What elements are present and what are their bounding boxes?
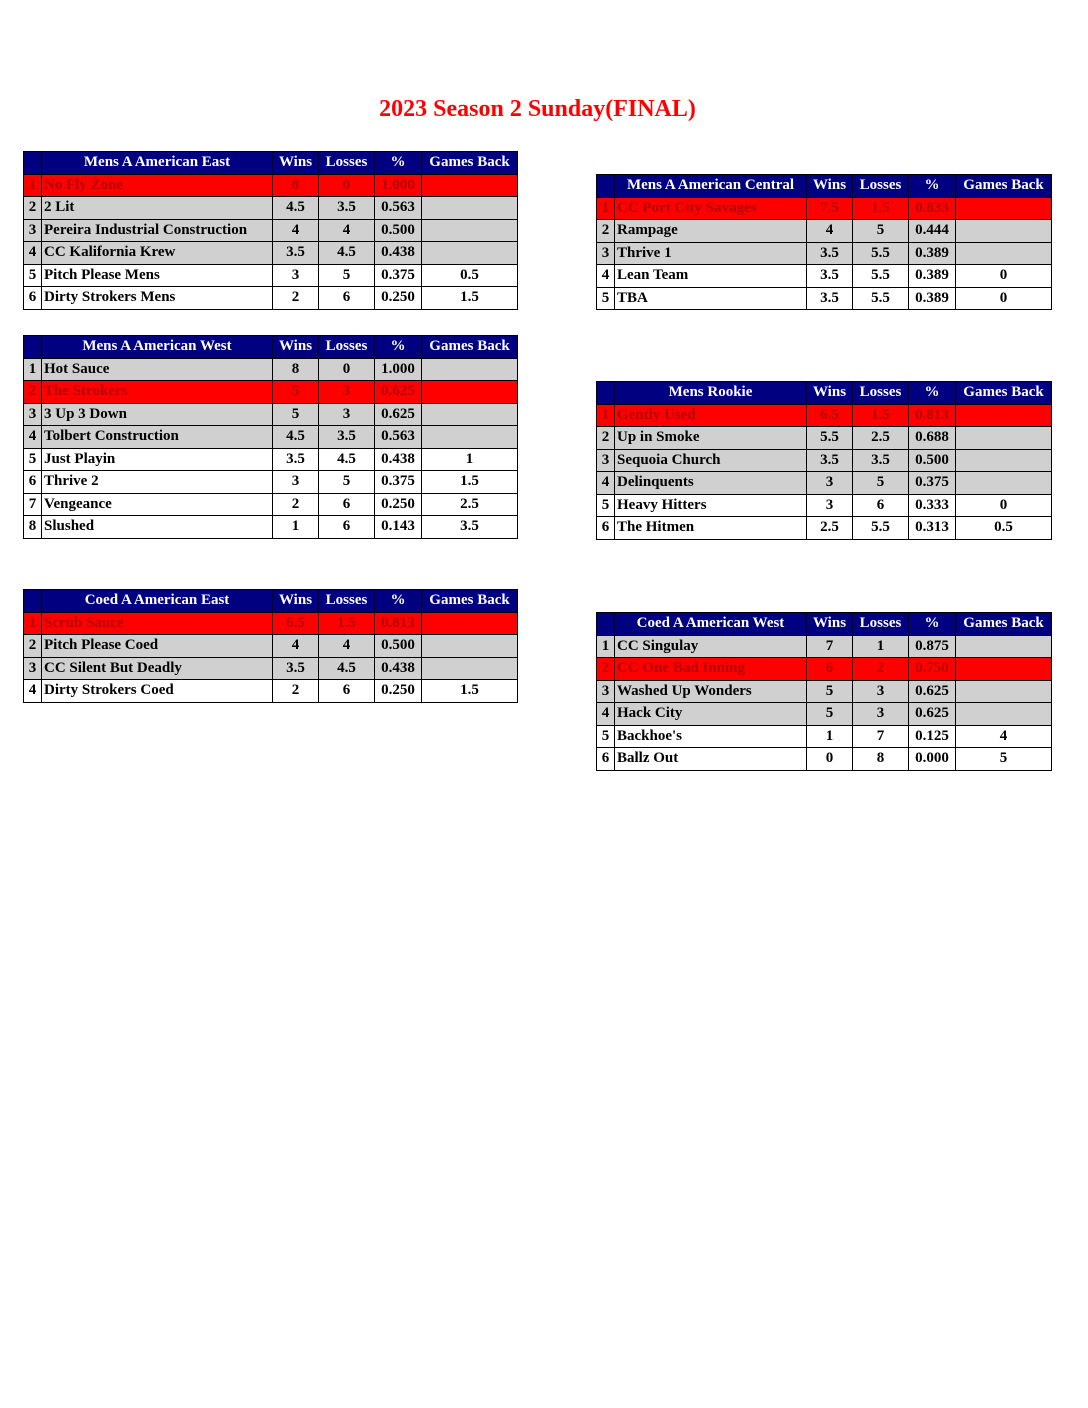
table-row <box>24 448 518 471</box>
wins-cell: 2 <box>273 287 319 310</box>
games-back-cell: 1 <box>422 448 518 471</box>
wins-cell: 4 <box>807 220 853 243</box>
team-name-cell: Dirty Strokers Mens <box>42 287 273 310</box>
games-back-header: Games Back <box>956 613 1052 636</box>
losses-cell: 6 <box>319 680 375 703</box>
pct-cell: 0.389 <box>909 265 956 288</box>
games-back-cell: 0 <box>956 287 1052 310</box>
games-back-cell <box>956 680 1052 703</box>
standings-table-coed-a-american-west <box>596 612 1052 771</box>
division-name: Coed A American East <box>42 590 273 613</box>
wins-cell: 7.5 <box>807 197 853 220</box>
pct-cell: 0.625 <box>375 381 422 404</box>
games-back-header: Games Back <box>422 336 518 359</box>
standings-table-mens-rookie <box>596 381 1052 540</box>
rank-cell: 2 <box>24 381 42 404</box>
team-name-cell: TBA <box>615 287 807 310</box>
standings-table-mens-a-american-central <box>596 174 1052 310</box>
wins-cell: 6.5 <box>273 612 319 635</box>
pct-cell: 0.625 <box>909 703 956 726</box>
table-row <box>597 680 1052 703</box>
rank-cell: 2 <box>597 427 615 450</box>
losses-cell: 5.5 <box>853 517 909 540</box>
table-header-row <box>597 382 1052 405</box>
games-back-cell <box>956 404 1052 427</box>
wins-cell: 5 <box>807 703 853 726</box>
team-name-cell: Tolbert Construction <box>42 426 273 449</box>
standings-table-mens-a-american-east <box>23 151 518 310</box>
wins-cell: 5 <box>273 381 319 404</box>
games-back-cell <box>956 449 1052 472</box>
wins-cell: 8 <box>273 358 319 381</box>
table-header-row <box>597 175 1052 198</box>
wins-cell: 3.5 <box>807 287 853 310</box>
games-back-cell <box>956 242 1052 265</box>
rank-cell: 4 <box>24 242 42 265</box>
team-name-cell: CC Singulay <box>615 635 807 658</box>
team-name-cell: Ballz Out <box>615 748 807 771</box>
division-name: Mens Rookie <box>615 382 807 405</box>
pct-cell: 0.250 <box>375 680 422 703</box>
losses-cell: 5 <box>319 471 375 494</box>
table-row <box>24 358 518 381</box>
losses-header: Losses <box>853 382 909 405</box>
rank-cell: 2 <box>24 635 42 658</box>
losses-cell: 6 <box>319 516 375 539</box>
rank-cell: 3 <box>24 657 42 680</box>
games-back-cell <box>422 403 518 426</box>
wins-cell: 0 <box>807 748 853 771</box>
pct-cell: 0.625 <box>909 680 956 703</box>
team-name-cell: Thrive 1 <box>615 242 807 265</box>
wins-cell: 2.5 <box>807 517 853 540</box>
team-name-cell: Thrive 2 <box>42 471 273 494</box>
team-name-cell: CC Silent But Deadly <box>42 657 273 680</box>
wins-cell: 3.5 <box>273 448 319 471</box>
pct-cell: 0.250 <box>375 493 422 516</box>
losses-cell: 3.5 <box>853 449 909 472</box>
rank-cell: 4 <box>597 472 615 495</box>
games-back-header: Games Back <box>422 152 518 175</box>
team-name-cell: Scrub Sauce <box>42 612 273 635</box>
wins-cell: 4.5 <box>273 426 319 449</box>
rank-cell: 1 <box>24 358 42 381</box>
rank-cell: 7 <box>24 493 42 516</box>
pct-cell: 0.389 <box>909 242 956 265</box>
team-name-cell: 3 Up 3 Down <box>42 403 273 426</box>
games-back-cell <box>422 242 518 265</box>
wins-cell: 3 <box>807 472 853 495</box>
table-row <box>24 612 518 635</box>
table-row <box>597 220 1052 243</box>
pct-cell: 0.833 <box>909 197 956 220</box>
table-row <box>24 381 518 404</box>
losses-cell: 1.5 <box>853 404 909 427</box>
games-back-cell <box>422 426 518 449</box>
pct-cell: 0.563 <box>375 426 422 449</box>
pct-header: % <box>909 382 956 405</box>
table-row <box>24 680 518 703</box>
pct-cell: 0.500 <box>375 635 422 658</box>
pct-cell: 0.500 <box>909 449 956 472</box>
team-name-cell: Hot Sauce <box>42 358 273 381</box>
rank-cell: 3 <box>24 219 42 242</box>
table-row <box>24 197 518 220</box>
rank-header <box>24 590 42 613</box>
rank-cell: 5 <box>24 264 42 287</box>
team-name-cell: Delinquents <box>615 472 807 495</box>
wins-cell: 5 <box>807 680 853 703</box>
pct-cell: 1.000 <box>375 174 422 197</box>
losses-cell: 1 <box>853 635 909 658</box>
team-name-cell: CC Port City Savages <box>615 197 807 220</box>
rank-cell: 6 <box>24 471 42 494</box>
table-header-row <box>24 590 518 613</box>
losses-header: Losses <box>319 590 375 613</box>
wins-cell: 6 <box>807 658 853 681</box>
pct-header: % <box>375 336 422 359</box>
table-row <box>597 242 1052 265</box>
pct-cell: 0.500 <box>375 219 422 242</box>
wins-header: Wins <box>807 382 853 405</box>
wins-cell: 5.5 <box>807 427 853 450</box>
pct-header: % <box>909 613 956 636</box>
wins-cell: 3 <box>273 471 319 494</box>
games-back-cell <box>956 220 1052 243</box>
table-row <box>24 403 518 426</box>
rank-cell: 6 <box>597 748 615 771</box>
wins-cell: 1 <box>273 516 319 539</box>
division-name: Mens A American Central <box>615 175 807 198</box>
losses-cell: 4 <box>319 635 375 658</box>
page-title: 2023 Season 2 Sunday(FINAL) <box>379 96 696 122</box>
losses-cell: 1.5 <box>853 197 909 220</box>
games-back-cell <box>422 635 518 658</box>
rank-cell: 5 <box>597 494 615 517</box>
pct-header: % <box>375 590 422 613</box>
losses-cell: 7 <box>853 725 909 748</box>
pct-header: % <box>909 175 956 198</box>
rank-header <box>24 152 42 175</box>
losses-cell: 0 <box>319 358 375 381</box>
wins-cell: 3 <box>807 494 853 517</box>
losses-cell: 3 <box>853 703 909 726</box>
table-row <box>24 264 518 287</box>
losses-cell: 6 <box>853 494 909 517</box>
table-row <box>597 197 1052 220</box>
rank-cell: 3 <box>597 449 615 472</box>
rank-cell: 4 <box>597 265 615 288</box>
games-back-cell <box>422 174 518 197</box>
rank-header <box>597 382 615 405</box>
table-row <box>24 635 518 658</box>
rank-cell: 1 <box>24 612 42 635</box>
rank-cell: 6 <box>24 287 42 310</box>
wins-cell: 1 <box>807 725 853 748</box>
table-row <box>24 287 518 310</box>
table-header-row <box>597 613 1052 636</box>
rank-cell: 4 <box>597 703 615 726</box>
table-row <box>24 657 518 680</box>
rank-cell: 3 <box>597 680 615 703</box>
games-back-cell: 1.5 <box>422 287 518 310</box>
table-row <box>24 493 518 516</box>
table-header-row <box>24 152 518 175</box>
pct-cell: 0.750 <box>909 658 956 681</box>
games-back-cell <box>956 197 1052 220</box>
wins-header: Wins <box>273 152 319 175</box>
games-back-cell: 3.5 <box>422 516 518 539</box>
wins-header: Wins <box>273 590 319 613</box>
team-name-cell: CC Kalifornia Krew <box>42 242 273 265</box>
games-back-cell <box>956 703 1052 726</box>
losses-cell: 6 <box>319 493 375 516</box>
games-back-cell: 0 <box>956 265 1052 288</box>
wins-cell: 4.5 <box>273 197 319 220</box>
games-back-cell <box>956 635 1052 658</box>
games-back-cell: 2.5 <box>422 493 518 516</box>
pct-cell: 0.438 <box>375 242 422 265</box>
pct-cell: 0.250 <box>375 287 422 310</box>
pct-cell: 0.000 <box>909 748 956 771</box>
losses-cell: 4.5 <box>319 448 375 471</box>
wins-cell: 5 <box>273 403 319 426</box>
division-name: Mens A American East <box>42 152 273 175</box>
table-row <box>24 516 518 539</box>
losses-cell: 4.5 <box>319 242 375 265</box>
games-back-header: Games Back <box>422 590 518 613</box>
table-row <box>597 725 1052 748</box>
rank-cell: 1 <box>24 174 42 197</box>
standings-table-mens-a-american-west <box>23 335 518 539</box>
games-back-cell <box>422 612 518 635</box>
games-back-cell <box>422 657 518 680</box>
standings-table-coed-a-american-east <box>23 589 518 703</box>
games-back-cell <box>422 219 518 242</box>
rank-cell: 4 <box>24 426 42 449</box>
team-name-cell: Rampage <box>615 220 807 243</box>
table-row <box>597 494 1052 517</box>
pct-cell: 0.438 <box>375 448 422 471</box>
losses-cell: 3 <box>853 680 909 703</box>
wins-cell: 3.5 <box>807 242 853 265</box>
table-row <box>597 635 1052 658</box>
team-name-cell: Lean Team <box>615 265 807 288</box>
wins-cell: 3 <box>273 264 319 287</box>
rank-cell: 5 <box>597 287 615 310</box>
pct-header: % <box>375 152 422 175</box>
team-name-cell: The Strokers <box>42 381 273 404</box>
rank-cell: 1 <box>597 404 615 427</box>
rank-cell: 3 <box>597 242 615 265</box>
wins-cell: 6.5 <box>807 404 853 427</box>
team-name-cell: Washed Up Wonders <box>615 680 807 703</box>
games-back-cell: 1.5 <box>422 471 518 494</box>
team-name-cell: Vengeance <box>42 493 273 516</box>
pct-cell: 0.438 <box>375 657 422 680</box>
wins-cell: 7 <box>807 635 853 658</box>
losses-header: Losses <box>853 175 909 198</box>
table-row <box>24 426 518 449</box>
rank-cell: 4 <box>24 680 42 703</box>
rank-cell: 3 <box>24 403 42 426</box>
table-row <box>597 404 1052 427</box>
losses-cell: 8 <box>853 748 909 771</box>
pct-cell: 0.444 <box>909 220 956 243</box>
pct-cell: 0.688 <box>909 427 956 450</box>
pct-cell: 0.625 <box>375 403 422 426</box>
rank-cell: 1 <box>597 635 615 658</box>
table-row <box>24 242 518 265</box>
losses-cell: 4.5 <box>319 657 375 680</box>
table-row <box>597 748 1052 771</box>
team-name-cell: No Fly Zone <box>42 174 273 197</box>
team-name-cell: Pereira Industrial Construction <box>42 219 273 242</box>
pct-cell: 0.375 <box>909 472 956 495</box>
wins-cell: 3.5 <box>807 265 853 288</box>
games-back-cell <box>422 381 518 404</box>
table-row <box>597 517 1052 540</box>
table-row <box>597 427 1052 450</box>
table-row <box>24 471 518 494</box>
pct-cell: 0.143 <box>375 516 422 539</box>
table-row <box>597 265 1052 288</box>
table-row <box>24 219 518 242</box>
wins-cell: 4 <box>273 219 319 242</box>
division-name: Coed A American West <box>615 613 807 636</box>
team-name-cell: 2 Lit <box>42 197 273 220</box>
division-name: Mens A American West <box>42 336 273 359</box>
games-back-cell <box>422 358 518 381</box>
games-back-cell: 0 <box>956 494 1052 517</box>
games-back-cell <box>956 658 1052 681</box>
losses-cell: 1.5 <box>319 612 375 635</box>
losses-cell: 2 <box>853 658 909 681</box>
wins-cell: 2 <box>273 493 319 516</box>
table-row <box>597 658 1052 681</box>
table-row <box>597 287 1052 310</box>
rank-cell: 5 <box>597 725 615 748</box>
losses-cell: 0 <box>319 174 375 197</box>
losses-cell: 3.5 <box>319 197 375 220</box>
team-name-cell: Up in Smoke <box>615 427 807 450</box>
losses-header: Losses <box>319 152 375 175</box>
team-name-cell: Heavy Hitters <box>615 494 807 517</box>
team-name-cell: Sequoia Church <box>615 449 807 472</box>
games-back-cell <box>956 427 1052 450</box>
pct-cell: 0.813 <box>909 404 956 427</box>
table-header-row <box>24 336 518 359</box>
pct-cell: 0.563 <box>375 197 422 220</box>
wins-cell: 2 <box>273 680 319 703</box>
team-name-cell: Pitch Please Coed <box>42 635 273 658</box>
games-back-cell <box>422 197 518 220</box>
team-name-cell: Backhoe's <box>615 725 807 748</box>
games-back-header: Games Back <box>956 175 1052 198</box>
losses-cell: 3 <box>319 381 375 404</box>
rank-cell: 2 <box>24 197 42 220</box>
wins-cell: 3.5 <box>273 242 319 265</box>
losses-header: Losses <box>319 336 375 359</box>
games-back-cell <box>956 472 1052 495</box>
rank-cell: 1 <box>597 197 615 220</box>
team-name-cell: Dirty Strokers Coed <box>42 680 273 703</box>
team-name-cell: Hack City <box>615 703 807 726</box>
losses-cell: 2.5 <box>853 427 909 450</box>
pct-cell: 0.375 <box>375 264 422 287</box>
losses-cell: 6 <box>319 287 375 310</box>
rank-cell: 8 <box>24 516 42 539</box>
losses-header: Losses <box>853 613 909 636</box>
losses-cell: 3 <box>319 403 375 426</box>
wins-header: Wins <box>273 336 319 359</box>
rank-cell: 2 <box>597 220 615 243</box>
team-name-cell: Just Playin <box>42 448 273 471</box>
team-name-cell: The Hitmen <box>615 517 807 540</box>
team-name-cell: Gently Used <box>615 404 807 427</box>
team-name-cell: CC One Bad Inning <box>615 658 807 681</box>
team-name-cell: Slushed <box>42 516 273 539</box>
losses-cell: 4 <box>319 219 375 242</box>
pct-cell: 0.875 <box>909 635 956 658</box>
games-back-header: Games Back <box>956 382 1052 405</box>
losses-cell: 3.5 <box>319 426 375 449</box>
table-row <box>24 174 518 197</box>
table-row <box>597 472 1052 495</box>
pct-cell: 1.000 <box>375 358 422 381</box>
games-back-cell: 0.5 <box>422 264 518 287</box>
rank-cell: 5 <box>24 448 42 471</box>
rank-header <box>597 175 615 198</box>
losses-cell: 5 <box>853 220 909 243</box>
wins-header: Wins <box>807 175 853 198</box>
pct-cell: 0.389 <box>909 287 956 310</box>
team-name-cell: Pitch Please Mens <box>42 264 273 287</box>
games-back-cell: 1.5 <box>422 680 518 703</box>
pct-cell: 0.375 <box>375 471 422 494</box>
losses-cell: 5.5 <box>853 242 909 265</box>
wins-cell: 4 <box>273 635 319 658</box>
games-back-cell: 0.5 <box>956 517 1052 540</box>
rank-cell: 2 <box>597 658 615 681</box>
wins-cell: 3.5 <box>807 449 853 472</box>
rank-header <box>597 613 615 636</box>
losses-cell: 5 <box>853 472 909 495</box>
pct-cell: 0.125 <box>909 725 956 748</box>
losses-cell: 5.5 <box>853 265 909 288</box>
table-row <box>597 449 1052 472</box>
losses-cell: 5.5 <box>853 287 909 310</box>
pct-cell: 0.313 <box>909 517 956 540</box>
rank-cell: 6 <box>597 517 615 540</box>
wins-header: Wins <box>807 613 853 636</box>
games-back-cell: 5 <box>956 748 1052 771</box>
pct-cell: 0.813 <box>375 612 422 635</box>
pct-cell: 0.333 <box>909 494 956 517</box>
wins-cell: 8 <box>273 174 319 197</box>
games-back-cell: 4 <box>956 725 1052 748</box>
rank-header <box>24 336 42 359</box>
wins-cell: 3.5 <box>273 657 319 680</box>
losses-cell: 5 <box>319 264 375 287</box>
table-row <box>597 703 1052 726</box>
